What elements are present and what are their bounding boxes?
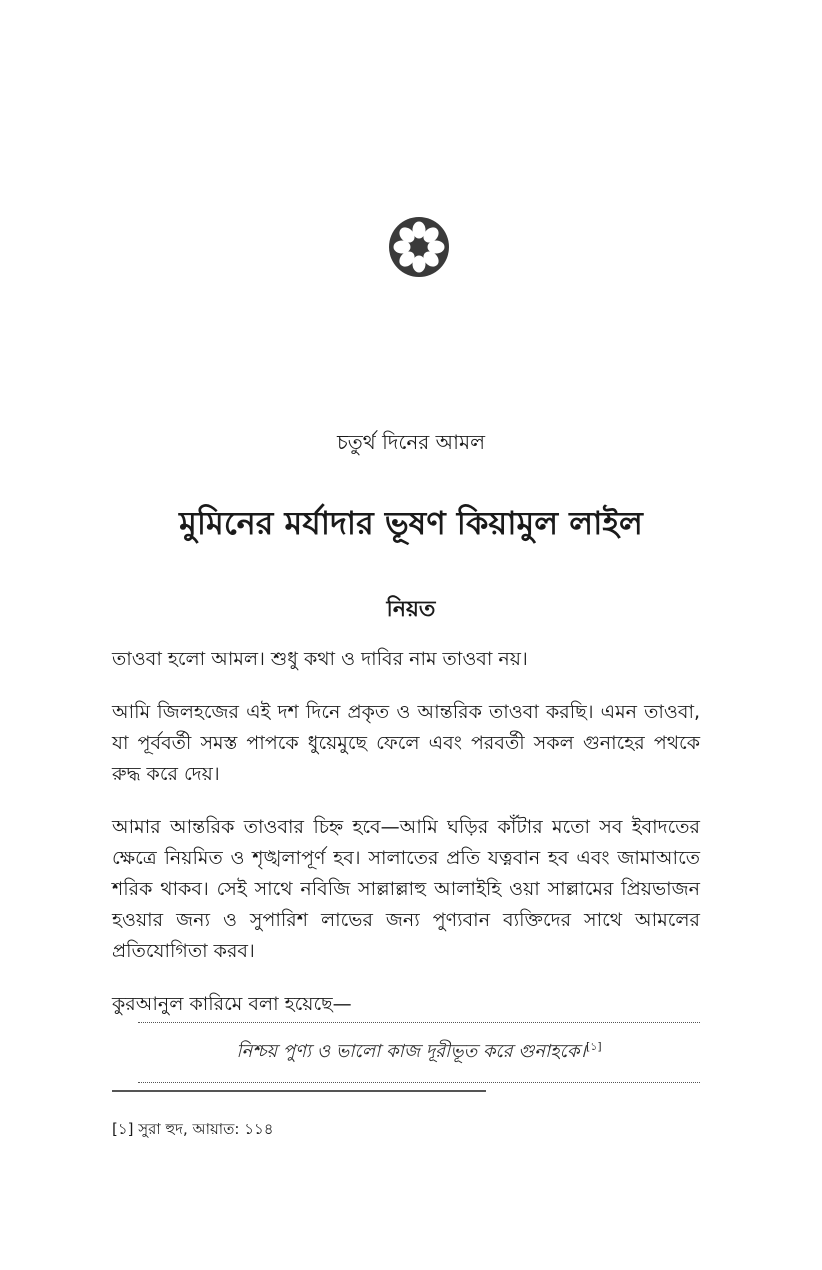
flower-ornament-icon (388, 216, 450, 278)
paragraph: আমি জিলহজের এই দশ দিনে প্রকৃত ও আন্তরিক তাওবা করছি। এমন তাওবা, যা পূর্ববর্তী সমস্ত পাপকে ধুয়েমুছে ফেলে এবং পরবর্তী সকল গুনাহের পথকে রুদ্ধ করে দেয়। (112, 701, 700, 785)
section-heading: নিয়ত (386, 597, 436, 622)
footnote-divider (112, 1090, 486, 1092)
footnote-ref: [১] (585, 1040, 602, 1053)
quote-text: নিশ্চয় পুণ্য ও ভালো কাজ দূরীভূত করে গুনাহকে। (236, 1041, 586, 1062)
chapter-label: চতুর্থ দিনের আমল (336, 430, 485, 454)
chapter-title: মুমিনের মর্যাদার ভূষণ কিয়ামুল লাইল (179, 504, 643, 542)
paragraph: কুরআনুল কারিমে বলা হয়েছে— (112, 993, 352, 1015)
paragraph: আমার আন্তরিক তাওবার চিহ্ন হবে—আমি ঘড়ির কাঁটার মতো সব ইবাদতের ক্ষেত্রে নিয়মিত ও শৃঙ্খলাপূর্ণ হব। সালাতের প্রতি যত্নবান হব এবং জামাআতে শরিক থাকব। সেই সাথে নবিজি সাল্লাল্লাহু আলাইহি ওয়া সাল্লামের প্রিয়ভাজন হওয়ার জন্য ও সুপারিশ লাভের জন্য পুণ্যবান ব্যক্তিদের সাথে আমলের প্রতিযোগিতা করব। (112, 816, 700, 962)
body-text (112, 644, 700, 1042)
footnote: [১] সুরা হুদ, আয়াত: ১১৪ (112, 1120, 274, 1138)
paragraph: তাওবা হলো আমল। শুধু কথা ও দাবির নাম তাওবা নয়। (112, 648, 528, 670)
quran-quote (138, 1022, 700, 1083)
